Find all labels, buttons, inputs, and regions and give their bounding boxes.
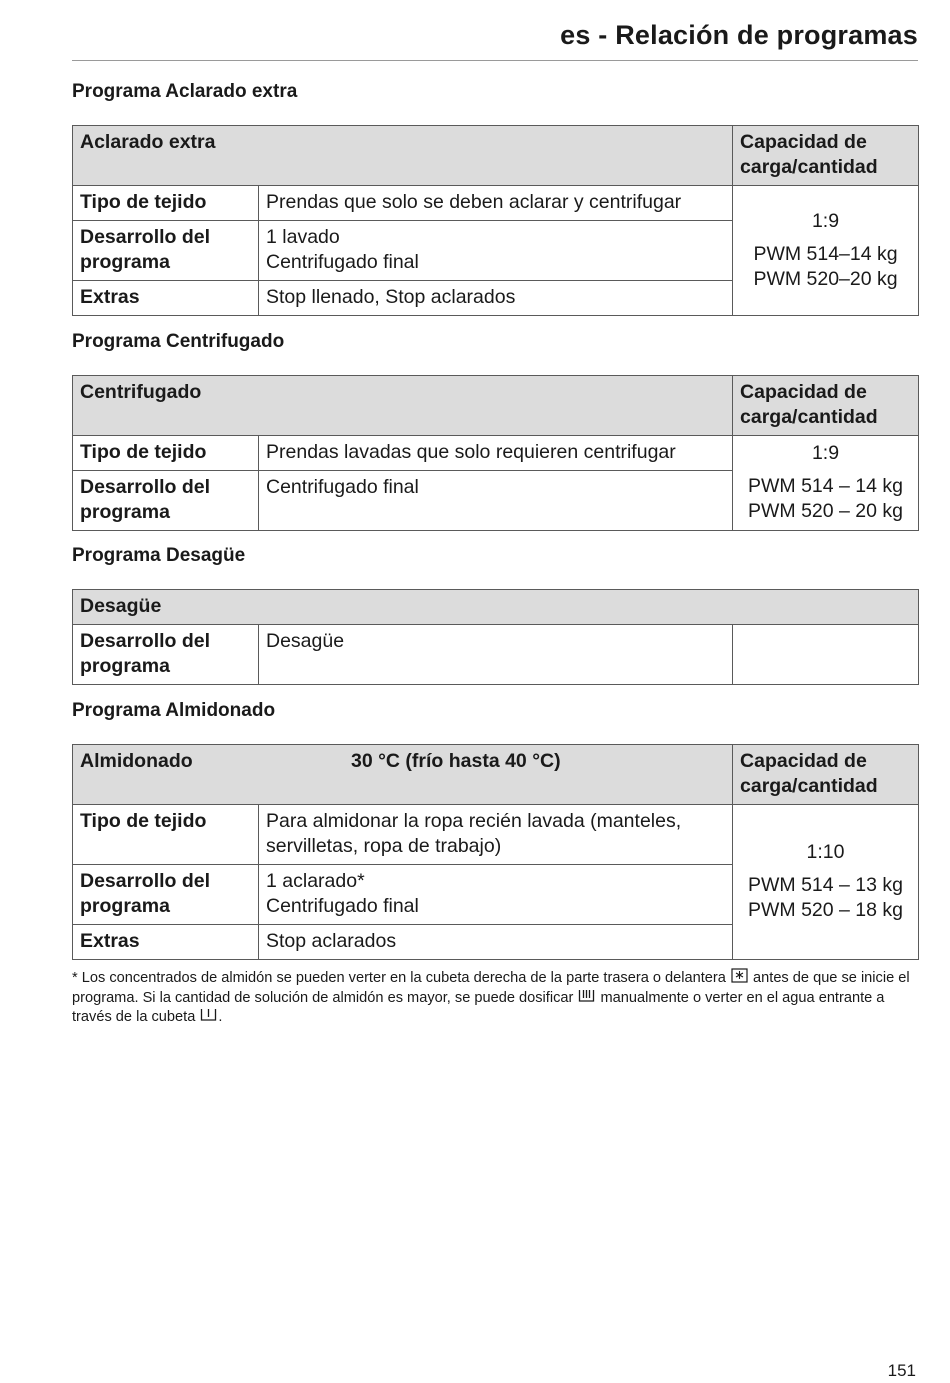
row-label: Desarrollo del programa [73, 865, 259, 925]
section-heading-centrifugado: Programa Centrifugado [72, 331, 285, 352]
row-label: Desarrollo del programa [73, 471, 259, 531]
header-divider [72, 60, 918, 61]
capacity-ratio: 1:9 [811, 209, 840, 232]
capacity-ratio: 1:10 [806, 841, 845, 863]
capacity-model: PWM 520 – 20 kg [748, 500, 904, 522]
footnote-text: antes de que se inicie el programa. Si la cantidad de solución de almidón es mayor, se puede dosificar [72, 970, 910, 1006]
footnote-text: . [218, 1009, 223, 1025]
row-label: Desarrollo del programa [73, 625, 259, 685]
row-label: Extras [73, 281, 259, 316]
table-title: Centrifugado [73, 376, 733, 436]
footnote-text: manualmente o verter en el agua entrante a través de la cubeta [72, 989, 885, 1025]
footnote [72, 968, 922, 1027]
footnote-text: * Los concentrados de almidón se pueden verter en la cubeta derecha de la parte trasera o delantera [72, 970, 726, 986]
table-title-cell [73, 745, 733, 805]
capacity-model: PWM 514 – 13 kg [748, 874, 904, 896]
detergent-compartment-icon [578, 988, 595, 1003]
softener-compartment-icon [731, 968, 748, 983]
page-number: 151 [887, 1361, 916, 1380]
capacity-header: Capacidad de carga/cantidad [733, 376, 919, 436]
page-title: es - Relación de programas [560, 20, 918, 50]
row-value: Stop aclarados [259, 925, 733, 960]
row-label: Extras [73, 925, 259, 960]
program-temperature: 30 °C (frío hasta 40 °C) [351, 750, 561, 772]
section-heading-desague: Programa Desagüe [72, 545, 246, 566]
program-table-centrifugado [72, 375, 919, 531]
row-label: Desarrollo del programa [73, 221, 259, 281]
row-value-line: 1 aclarado* [266, 870, 365, 892]
row-value: Prendas lavadas que solo requieren centrifugar [259, 436, 733, 471]
row-value [259, 865, 733, 925]
capacity-header: Capacidad de carga/cantidad [733, 126, 919, 186]
row-value [259, 221, 733, 281]
row-value: Desagüe [259, 625, 733, 685]
capacity-model: PWM 520 – 18 kg [748, 899, 904, 921]
section-heading-almidonado: Programa Almidonado [72, 700, 276, 721]
program-table-aclarado-extra [72, 125, 919, 316]
table-title: Aclarado extra [73, 126, 733, 186]
capacity-ratio: 1:9 [811, 442, 840, 464]
row-label: Tipo de tejido [73, 186, 259, 221]
section-heading-aclarado-extra: Programa Aclarado extra [72, 81, 298, 102]
capacity-model: PWM 514 – 14 kg [748, 475, 904, 497]
row-label: Tipo de tejido [73, 436, 259, 471]
row-value-line: 1 lavado [266, 226, 340, 248]
capacity-cell [733, 186, 919, 316]
capacity-cell [733, 436, 919, 531]
capacity-model: PWM 520–20 kg [753, 267, 898, 290]
table-title: Almidonado [80, 750, 193, 772]
program-table-desague [72, 589, 919, 685]
row-value-line: Centrifugado final [266, 251, 419, 273]
row-value-line: Centrifugado final [266, 895, 419, 917]
row-value: Prendas que solo se deben aclarar y centrifugar [259, 186, 733, 221]
row-value: Stop llenado, Stop aclarados [259, 281, 733, 316]
capacity-cell [733, 805, 919, 960]
program-table-almidonado [72, 744, 919, 960]
capacity-header: Capacidad de carga/cantidad [733, 745, 919, 805]
table-title: Desagüe [73, 590, 919, 625]
dispenser-drawer-icon [200, 1007, 217, 1022]
row-value: Para almidonar la ropa recién lavada (manteles, servilletas, ropa de trabajo) [259, 805, 733, 865]
capacity-model: PWM 514–14 kg [753, 242, 898, 265]
row-label: Tipo de tejido [73, 805, 259, 865]
row-value: Centrifugado final [259, 471, 733, 531]
capacity-cell [733, 625, 919, 685]
